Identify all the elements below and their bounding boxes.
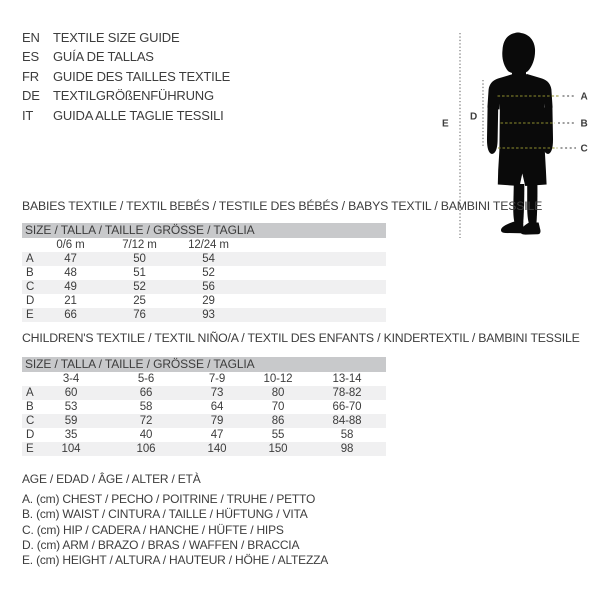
table-cell: 52	[202, 267, 215, 279]
language-code: FR	[22, 68, 39, 84]
language-code: IT	[22, 107, 34, 123]
children-column-10-12: 10-12	[263, 373, 293, 385]
empty-cell	[243, 280, 386, 294]
babies-column-12-24m: 12/24 m	[188, 239, 229, 251]
label-chest-a: A	[580, 91, 588, 103]
table-cell: 84-88	[332, 415, 362, 427]
row-label: E	[26, 309, 34, 321]
empty-cell	[22, 372, 36, 386]
empty-cell	[243, 238, 386, 252]
label-waist-b: B	[580, 118, 588, 130]
children-column-7-9: 7-9	[208, 373, 226, 385]
table-cell: 35	[64, 429, 78, 441]
language-row-de	[22, 86, 230, 105]
children-column-13-14: 13-14	[332, 373, 362, 385]
babies-column-0-6m: 0/6 m	[56, 239, 85, 251]
label-hip-c: C	[580, 143, 588, 155]
table-row-a	[22, 386, 386, 400]
table-row-c	[22, 414, 386, 428]
table-cell: 58	[340, 429, 354, 441]
children-column-3-4: 3-4	[62, 373, 80, 385]
children-size-table	[22, 357, 386, 456]
empty-cell	[22, 238, 36, 252]
table-row-d	[22, 428, 386, 442]
language-code: EN	[22, 30, 40, 45]
table-cell: 58	[139, 401, 153, 413]
table-cell: 51	[133, 267, 146, 279]
table-cell: 47	[64, 253, 77, 265]
table-cell: 104	[61, 443, 81, 455]
legend-waist: B. (cm) WAIST / CINTURA / TAILLE / HÜFTUNG / VITA	[22, 507, 308, 522]
babies-size-table	[22, 223, 386, 322]
row-label: C	[26, 415, 35, 427]
table-cell: 59	[64, 415, 78, 427]
row-label: D	[26, 429, 35, 441]
table-row-e	[22, 308, 386, 322]
guide-title-it: GUIDA ALLE TAGLIE TESSILI	[53, 107, 224, 123]
language-row-es	[22, 47, 230, 66]
empty-cell	[243, 252, 386, 266]
table-cell: 140	[207, 443, 227, 455]
table-cell: 47	[210, 429, 224, 441]
table-cell: 66	[139, 387, 153, 399]
table-cell: 93	[202, 309, 215, 321]
table-cell: 72	[139, 415, 153, 427]
row-label: C	[26, 281, 35, 293]
guide-title-de: TEXTILGRÖßENFÜHRUNG	[53, 88, 214, 104]
table-cell: 73	[210, 387, 224, 399]
legend-height: E. (cm) HEIGHT / ALTURA / HAUTEUR / HÖHE / ALTEZZA	[22, 553, 329, 568]
empty-cell	[243, 308, 386, 322]
table-cell: 40	[139, 429, 153, 441]
table-cell: 76	[133, 309, 146, 321]
legend-hip: C. (cm) HIP / CADERA / HANCHE / HÜFTE / HIPS	[22, 522, 284, 537]
table-row-e	[22, 442, 386, 456]
table-row-b	[22, 266, 386, 280]
label-arm-d: D	[470, 111, 478, 123]
table-cell: 70	[271, 401, 285, 413]
empty-cell	[243, 266, 386, 280]
babies-section-title: BABIES TEXTILE / TEXTIL BEBÉS / TESTILE DES BÉBÉS / BABYS TEXTIL / BAMBINI TESSILE	[22, 199, 543, 213]
babies-table-header: SIZE / TALLA / TAILLE / GRÖSSE / TAGLIA	[22, 223, 386, 238]
guide-title-es: GUÍA DE TALLAS	[53, 49, 154, 65]
table-cell: 64	[210, 401, 224, 413]
table-cell: 150	[268, 443, 288, 455]
empty-cell	[243, 294, 386, 308]
table-cell: 80	[271, 387, 285, 399]
row-label: B	[26, 401, 34, 413]
children-section-title: CHILDREN'S TEXTILE / TEXTIL NIÑO/A / TEXTIL DES ENFANTS / KINDERTEXTIL / BAMBINI TESSILE	[22, 331, 580, 345]
table-cell: 25	[133, 295, 146, 307]
language-code: DE	[22, 88, 40, 104]
language-row-fr	[22, 67, 230, 86]
table-cell: 106	[136, 443, 156, 455]
row-label: A	[26, 387, 34, 399]
guide-title-en: TEXTILE SIZE GUIDE	[53, 30, 180, 45]
table-row-b	[22, 400, 386, 414]
table-cell: 55	[271, 429, 285, 441]
table-cell: 50	[133, 253, 146, 265]
table-row-c	[22, 280, 386, 294]
babies-column-header-row	[22, 238, 386, 252]
table-cell: 60	[64, 387, 78, 399]
legend-arm: D. (cm) ARM / BRAZO / BRAS / WAFFEN / BRACCIA	[22, 538, 300, 553]
measurement-legend	[22, 472, 328, 569]
table-cell: 66-70	[332, 401, 362, 413]
table-cell: 48	[64, 267, 77, 279]
row-label: E	[26, 443, 34, 455]
language-row-en	[22, 28, 230, 47]
row-label: D	[26, 295, 35, 307]
table-row-a	[22, 252, 386, 266]
table-cell: 54	[202, 253, 215, 265]
table-cell: 56	[202, 281, 215, 293]
table-cell: 49	[64, 281, 77, 293]
table-cell: 98	[340, 443, 354, 455]
legend-chest: A. (cm) CHEST / PECHO / POITRINE / TRUHE / PETTO	[22, 491, 316, 506]
table-cell: 78-82	[332, 387, 362, 399]
table-cell: 21	[64, 295, 77, 307]
table-cell: 52	[133, 281, 146, 293]
label-height-e: E	[442, 118, 449, 130]
row-label: A	[26, 253, 34, 265]
language-row-it	[22, 106, 230, 125]
children-column-header-row	[22, 372, 386, 386]
legend-age: AGE / EDAD / ÂGE / ALTER / ETÀ	[22, 472, 201, 486]
language-code: ES	[22, 49, 39, 65]
table-cell: 86	[271, 415, 285, 427]
guide-title-fr: GUIDE DES TAILLES TEXTILE	[53, 68, 231, 84]
table-cell: 29	[202, 295, 215, 307]
table-row-d	[22, 294, 386, 308]
table-cell: 53	[64, 401, 78, 413]
table-cell: 66	[64, 309, 77, 321]
row-label: B	[26, 267, 34, 279]
babies-column-7-12m: 7/12 m	[122, 239, 157, 251]
children-table-header: SIZE / TALLA / TAILLE / GRÖSSE / TAGLIA	[22, 357, 386, 372]
children-column-5-6: 5-6	[137, 373, 155, 385]
language-title-list	[22, 28, 230, 125]
table-cell: 79	[210, 415, 224, 427]
